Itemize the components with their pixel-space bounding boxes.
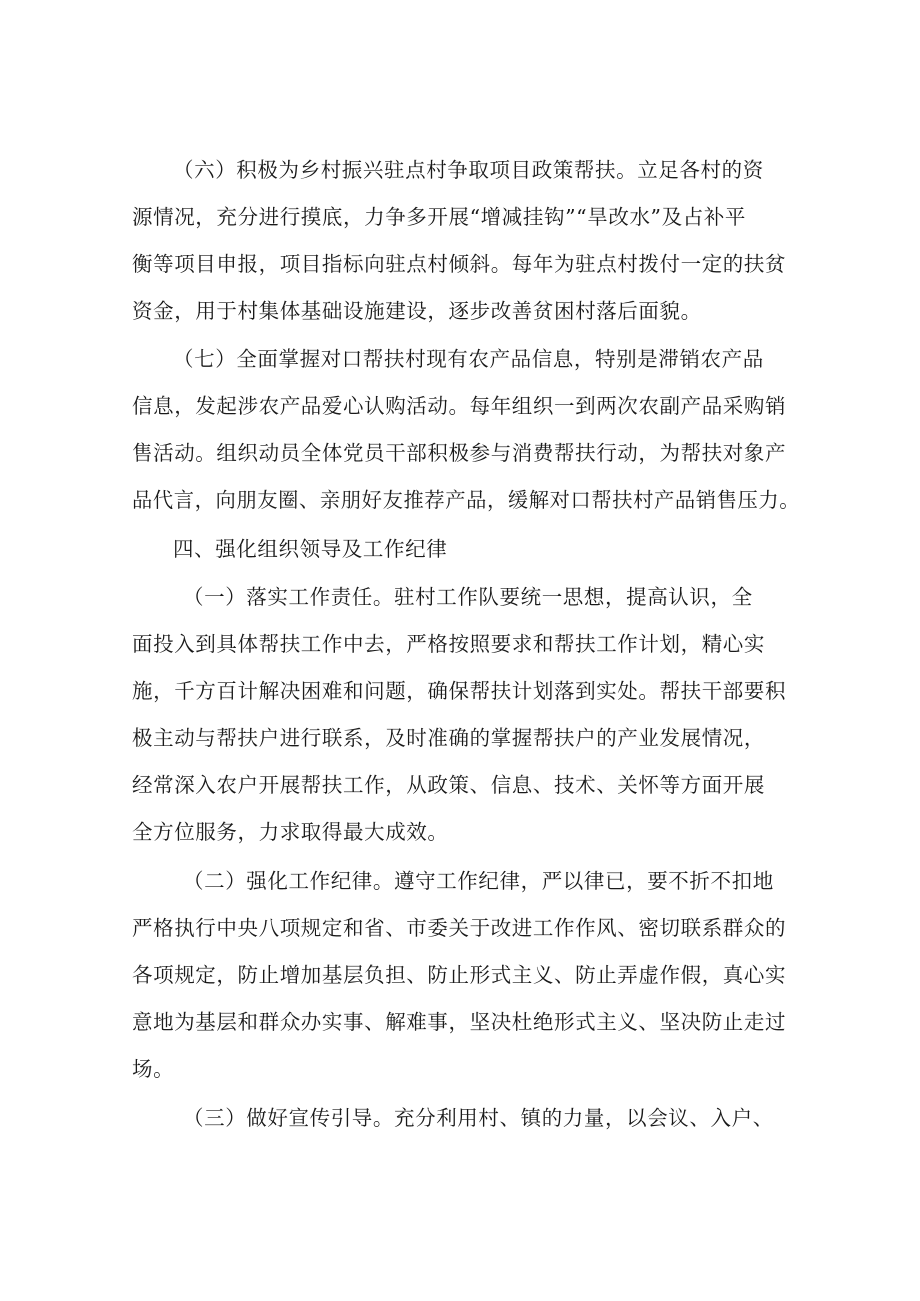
para-4-3-line-1: （三）做好宣传引导。充分利用村、镇的力量，以会议、入户、 [183,1106,774,1130]
para-4-1-line-2: 面投入到具体帮扶工作中去，严格按照要求和帮扶工作计划，精心实 [132,632,765,656]
para-4-1-line-6: 全方位服务，力求取得最大成效。 [132,820,449,844]
para-4-1-line-4: 极主动与帮扶户进行联系，及时准确的掌握帮扶户的产业发展情况， [132,726,765,750]
para-6-line-3: 衡等项目申报，项目指标向驻点村倾斜。每年为驻点村拨付一定的扶贫 [132,252,787,276]
para-7-line-2: 信息，发起涉农产品爱心认购活动。每年组织一到两次农副产品采购销 [132,394,787,418]
para-4-2-line-1: （二）强化工作纪律。遵守工作纪律，严以律已，要不折不扣地 [183,869,774,893]
para-4-1-line-1: （一）落实工作责任。驻村工作队要统一思想，提高认识，全 [183,585,753,609]
para-4-2-line-5: 场。 [132,1057,175,1081]
para-7-line-4: 品代言，向朋友圈、亲朋好友推荐产品，缓解对口帮扶村产品销售压力。 [132,488,801,512]
para-6-line-4: 资金，用于村集体基础设施建设，逐步改善贫困村落后面貌。 [132,299,702,323]
para-4-2-line-4: 意地为基层和群众办实事、解难事，坚决杜绝形式主义、坚决防止走过 [132,1010,787,1034]
para-4-1-line-5: 经常深入农户开展帮扶工作，从政策、信息、技术、关怀等方面开展 [132,773,765,797]
section-heading: 四、强化组织领导及工作纪律 [173,537,448,561]
para-6-line-1: （六）积极为乡村振兴驻点村争取项目政策帮扶。立足各村的资 [173,158,764,182]
para-4-1-line-3: 施，千方百计解决困难和问题，确保帮扶计划落到实处。帮扶干部要积 [132,679,787,703]
para-7-line-1: （七）全面掌握对口帮扶村现有农产品信息，特别是滞销农产品 [173,347,764,371]
para-7-line-3: 售活动。组织动员全体党员干部积极参与消费帮扶行动，为帮扶对象产 [132,441,787,465]
para-6-line-2: 源情况，充分进行摸底，力争多开展“增减挂钩”“旱改水”及占补平 [132,205,747,229]
para-4-2-line-2: 严格执行中央八项规定和省、市委关于改进工作作风、密切联系群众的 [132,916,787,940]
para-4-2-line-3: 各项规定，防止增加基层负担、防止形式主义、防止弄虚作假，真心实 [132,963,787,987]
